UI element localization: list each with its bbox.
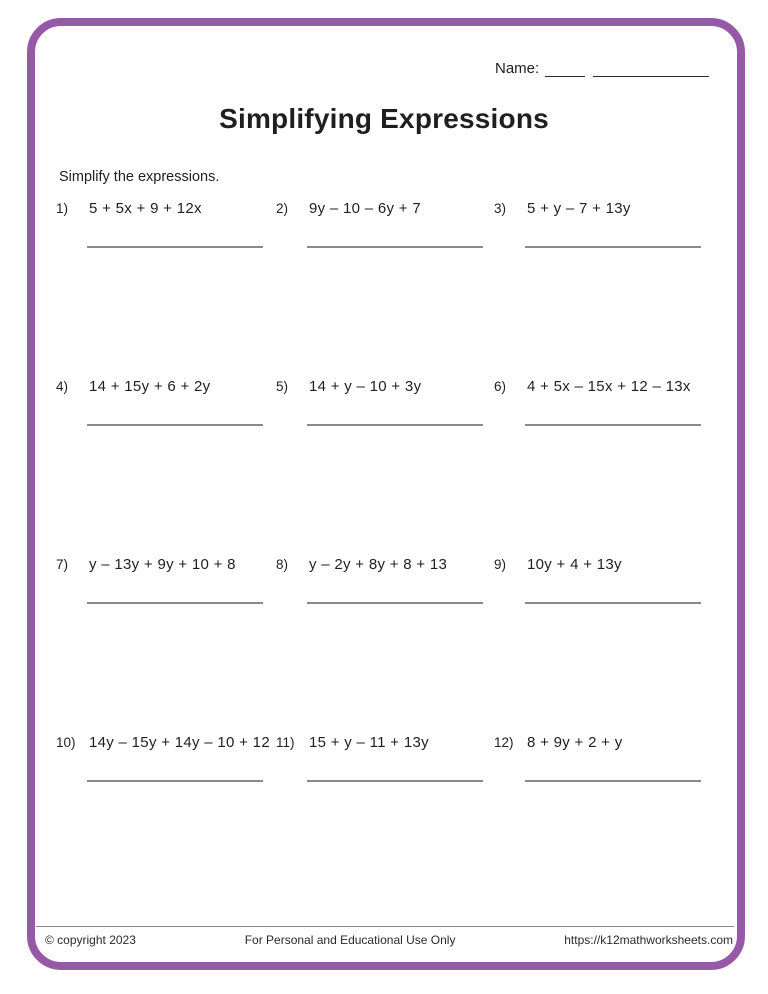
problem-number: 9) xyxy=(494,557,507,572)
problem-expression: 15 + y – 11 + 13y xyxy=(309,734,429,751)
answer-blank-line[interactable] xyxy=(525,780,701,782)
problem-item xyxy=(494,730,708,908)
problem-row xyxy=(56,200,276,220)
problem-number: 4) xyxy=(56,379,69,394)
answer-blank-line[interactable] xyxy=(87,602,263,604)
problem-row xyxy=(56,734,276,754)
problem-number: 7) xyxy=(56,557,69,572)
problem-number: 10) xyxy=(56,735,76,750)
answer-blank-line[interactable] xyxy=(525,246,701,248)
problem-row xyxy=(276,734,494,754)
problem-expression: 4 + 5x – 15x + 12 – 13x xyxy=(527,378,691,395)
problem-row xyxy=(56,378,276,398)
answer-blank-line[interactable] xyxy=(525,602,701,604)
problem-number: 1) xyxy=(56,201,69,216)
problem-number: 5) xyxy=(276,379,289,394)
problem-number: 3) xyxy=(494,201,507,216)
problem-expression: 14 + y – 10 + 3y xyxy=(309,378,422,395)
name-label: Name: xyxy=(495,60,540,77)
problem-row xyxy=(276,556,494,576)
problem-number: 11) xyxy=(276,735,295,750)
problem-expression: y – 13y + 9y + 10 + 8 xyxy=(89,556,236,573)
problem-row xyxy=(276,378,494,398)
problem-item xyxy=(276,196,494,374)
problem-expression: 5 + y – 7 + 13y xyxy=(527,200,631,217)
problem-number: 12) xyxy=(494,735,514,750)
problem-number: 6) xyxy=(494,379,507,394)
problem-item xyxy=(276,374,494,552)
problem-expression: 9y – 10 – 6y + 7 xyxy=(309,200,421,217)
answer-blank-line[interactable] xyxy=(307,246,483,248)
problem-item xyxy=(56,730,276,908)
problem-row xyxy=(494,556,708,576)
footer-copyright: © copyright 2023 xyxy=(45,933,136,947)
problem-expression: 14y – 15y + 14y – 10 + 12 xyxy=(89,734,270,751)
problem-expression: y – 2y + 8y + 8 + 13 xyxy=(309,556,448,573)
answer-blank-line[interactable] xyxy=(87,424,263,426)
footer-url: https://k12mathworksheets.com xyxy=(564,933,733,947)
problem-expression: 5 + 5x + 9 + 12x xyxy=(89,200,202,217)
problem-row xyxy=(494,200,708,220)
name-blank-line[interactable] xyxy=(593,60,709,77)
footer-divider xyxy=(36,926,734,927)
problem-number: 2) xyxy=(276,201,289,216)
problem-item xyxy=(56,552,276,730)
problem-row xyxy=(276,200,494,220)
problem-expression: 14 + 15y + 6 + 2y xyxy=(89,378,211,395)
problem-item xyxy=(56,374,276,552)
instruction-text: Simplify the expressions. xyxy=(59,169,220,185)
answer-blank-line[interactable] xyxy=(525,424,701,426)
problem-item xyxy=(276,552,494,730)
problem-item xyxy=(494,552,708,730)
answer-blank-line[interactable] xyxy=(307,780,483,782)
problem-row xyxy=(494,734,708,754)
problem-item xyxy=(276,730,494,908)
answer-blank-line[interactable] xyxy=(307,424,483,426)
footer-usage-note: For Personal and Educational Use Only xyxy=(244,933,456,947)
name-blank-line[interactable] xyxy=(545,60,585,77)
name-field-row xyxy=(495,60,709,77)
problem-expression: 10y + 4 + 13y xyxy=(527,556,622,573)
answer-blank-line[interactable] xyxy=(87,246,263,248)
page-title: Simplifying Expressions xyxy=(219,103,549,134)
problem-expression: 8 + 9y + 2 + y xyxy=(527,734,623,751)
footer xyxy=(45,933,733,947)
problem-number: 8) xyxy=(276,557,289,572)
problem-item xyxy=(494,374,708,552)
problem-item xyxy=(56,196,276,374)
answer-blank-line[interactable] xyxy=(307,602,483,604)
answer-blank-line[interactable] xyxy=(87,780,263,782)
problem-item xyxy=(494,196,708,374)
problem-row xyxy=(494,378,708,398)
problems-grid xyxy=(56,196,708,908)
problem-row xyxy=(56,556,276,576)
